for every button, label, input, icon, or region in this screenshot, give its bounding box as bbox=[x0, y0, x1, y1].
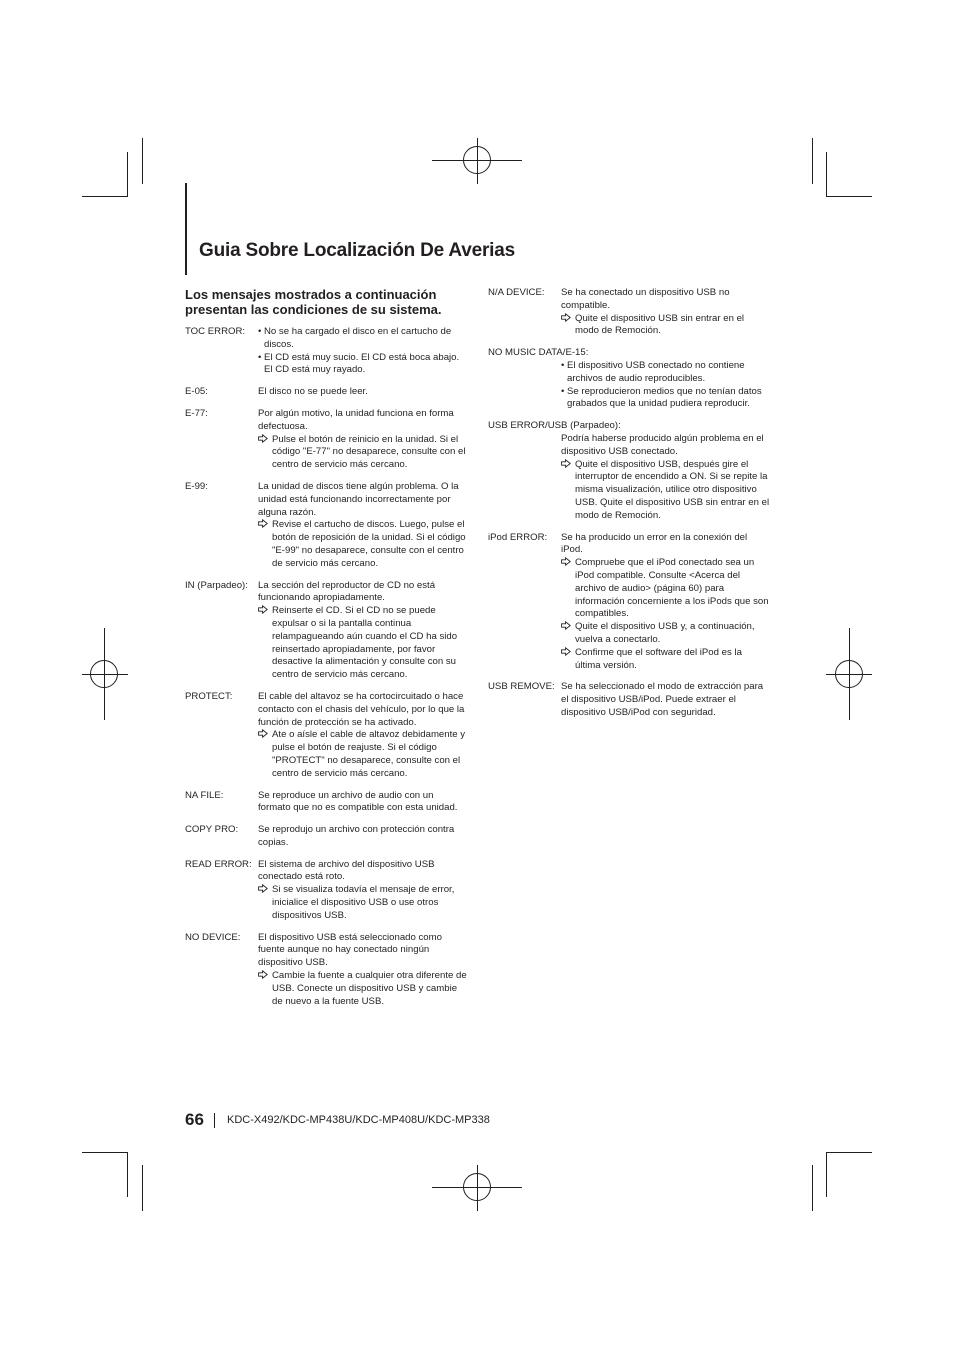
bullet-item: • No se ha cargado el disco en el cartucho de discos. bbox=[258, 326, 467, 352]
message-entry bbox=[488, 420, 770, 522]
message-code: USB REMOVE: bbox=[488, 681, 555, 693]
message-code: READ ERROR: bbox=[185, 858, 252, 870]
remedy-item bbox=[561, 621, 770, 647]
message-entry bbox=[185, 859, 467, 923]
message-description bbox=[258, 691, 467, 781]
description-text: El cable del altavoz se ha cortocircuitado o hace contacto con el chasis del vehículo, por lo que la función de protección se ha activado. bbox=[258, 690, 465, 728]
message-code: NO DEVICE: bbox=[185, 931, 241, 943]
message-code: USB ERROR/USB (Parpadeo): bbox=[488, 420, 621, 432]
remedy-text: Si se visualiza todavía el mensaje de error, inicialice el dispositivo USB o use otros dispositivos USB. bbox=[272, 884, 455, 921]
crop-mark bbox=[82, 196, 128, 197]
title-rule bbox=[185, 183, 187, 275]
crop-mark bbox=[826, 196, 872, 197]
message-code: E-77: bbox=[185, 407, 208, 419]
arrow-right-outline-icon bbox=[561, 313, 571, 327]
remedy-item bbox=[258, 729, 467, 780]
description-text: El dispositivo USB está seleccionado como fuente aunque no hay conectado ningún dispositivo USB. bbox=[258, 931, 442, 969]
description-text: Se ha seleccionado el modo de extracción para el dispositivo USB/iPod. Puede extraer el dispositivo USB/iPod con seguridad. bbox=[561, 681, 764, 718]
message-entry bbox=[488, 681, 770, 719]
crop-mark bbox=[812, 138, 813, 184]
page-title: Guia Sobre Localización De Averias bbox=[199, 240, 515, 261]
remedy-text: Cambie la fuente a cualquier otra diferente de USB. Conecte un dispositivo USB y cambie de nuevo a la fuente USB. bbox=[272, 970, 467, 1007]
remedy-text: Quite el dispositivo USB y, a continuación, vuelva a conectarlo. bbox=[575, 621, 755, 645]
remedy-text: Compruebe que el iPod conectado sea un iPod compatible. Consulte <Acerca del archivo de audio> (página 60) para información concerniente a los iPods que son compatibles. bbox=[575, 557, 769, 620]
message-description bbox=[258, 481, 467, 571]
remedy-text: Quite el dispositivo USB, después gire el interruptor de encendido a ON. Si se repite la misma visualización, utilice otro dispositivo USB. Quite el dispositivo USB sin entrar en el modo de Remoción. bbox=[575, 458, 770, 521]
intro-heading: Los mensajes mostrados a continuación presentan las condiciones de su sistema. bbox=[185, 287, 442, 317]
description-text: Podría haberse producido algún problema en el dispositivo USB conectado. bbox=[561, 432, 764, 457]
arrow-right-outline-icon bbox=[258, 729, 268, 743]
remedy-text: Ate o aísle el cable de altavoz debidamente y pulse el botón de reajuste. Si el código "PROTECT" no desaparece, consulte con el centro de servicio más cercano. bbox=[272, 729, 466, 779]
message-entry bbox=[185, 386, 467, 399]
left-entries bbox=[185, 326, 467, 1008]
message-code: E-05: bbox=[185, 386, 208, 398]
message-description bbox=[258, 859, 467, 923]
message-code: COPY PRO: bbox=[185, 824, 239, 836]
remedy-text: Revise el cartucho de discos. Luego, pulse el botón de reposición de la unidad. Si el código "E-99" no desaparece, consulte con el centro de servicio más cercano. bbox=[272, 519, 466, 569]
arrow-right-outline-icon bbox=[561, 621, 571, 635]
crop-mark bbox=[82, 1152, 128, 1153]
bullet-item: • El CD está muy sucio. El CD está boca abajo. El CD está muy rayado. bbox=[258, 352, 467, 378]
message-code: IN (Parpadeo): bbox=[185, 579, 248, 591]
message-description bbox=[258, 386, 467, 399]
message-code: iPod ERROR: bbox=[488, 531, 548, 543]
description-text: Se reprodujo un archivo con protección contra copias. bbox=[258, 824, 455, 848]
registration-mark bbox=[463, 1173, 491, 1201]
message-description bbox=[561, 360, 770, 411]
description-text: El sistema de archivo del dispositivo USB conectado está roto. bbox=[258, 858, 435, 883]
left-column bbox=[185, 287, 467, 1017]
description-text: Se reproduce un archivo de audio con un formato que no es compatible con esta unidad. bbox=[258, 789, 458, 814]
remedy-item bbox=[258, 519, 467, 570]
message-entry bbox=[185, 691, 467, 781]
arrow-right-outline-icon bbox=[561, 459, 571, 473]
remedy-text: Pulse el botón de reinicio en la unidad. Si el código "E-77" no desaparece, consulte con el centro de servicio más cercano. bbox=[272, 433, 466, 471]
description-text: La sección del reproductor de CD no está funcionando apropiadamente. bbox=[258, 579, 436, 604]
message-entry bbox=[185, 580, 467, 682]
message-code: NA FILE: bbox=[185, 789, 224, 801]
remedy-item bbox=[561, 647, 770, 673]
bullet-item: • El dispositivo USB conectado no contiene archivos de audio reproducibles. bbox=[561, 360, 770, 386]
footer-divider bbox=[214, 1113, 215, 1128]
right-column bbox=[488, 287, 770, 729]
crop-mark bbox=[142, 138, 143, 184]
message-entry bbox=[185, 481, 467, 571]
message-entry bbox=[488, 287, 770, 338]
message-entry bbox=[185, 790, 467, 816]
remedy-item bbox=[561, 313, 770, 339]
message-entry bbox=[488, 347, 770, 411]
message-description bbox=[561, 433, 770, 523]
arrow-right-outline-icon bbox=[258, 434, 268, 448]
crop-mark bbox=[826, 152, 827, 197]
crop-mark bbox=[142, 1165, 143, 1211]
remedy-item bbox=[258, 434, 467, 472]
crop-mark bbox=[826, 1152, 827, 1197]
message-description bbox=[258, 824, 467, 850]
remedy-item bbox=[258, 884, 467, 922]
bullet-item: • Se reproducieron medios que no tenían datos grabados que la unidad pudiera reproducir. bbox=[561, 386, 770, 412]
registration-mark bbox=[463, 146, 491, 174]
message-description bbox=[258, 408, 467, 472]
arrow-right-outline-icon bbox=[258, 970, 268, 984]
registration-mark bbox=[835, 660, 863, 688]
message-description bbox=[561, 681, 770, 719]
arrow-right-outline-icon bbox=[258, 605, 268, 619]
crop-mark bbox=[127, 152, 128, 197]
remedy-item bbox=[258, 605, 467, 682]
page-number: 66 bbox=[185, 1110, 204, 1129]
message-entry bbox=[185, 932, 467, 1009]
remedy-item bbox=[258, 970, 467, 1008]
message-code: PROTECT: bbox=[185, 690, 233, 702]
arrow-right-outline-icon bbox=[561, 647, 571, 661]
message-code: TOC ERROR: bbox=[185, 326, 246, 337]
message-entry bbox=[488, 532, 770, 673]
remedy-text: Reinserte el CD. Si el CD no se puede expulsar o si la pantalla continua relampagueando aún cuando el CD ha sido reinsertado apropiadamente, por favor desactive la alimentación y consulte con su centro de servicio más cercano. bbox=[272, 605, 458, 681]
arrow-right-outline-icon bbox=[258, 884, 268, 898]
crop-mark bbox=[127, 1152, 128, 1197]
description-text: Por algún motivo, la unidad funciona en forma defectuosa. bbox=[258, 407, 454, 432]
right-entries bbox=[488, 287, 770, 720]
message-description bbox=[258, 580, 467, 682]
message-description bbox=[258, 790, 467, 816]
remedy-text: Quite el dispositivo USB sin entrar en el modo de Remoción. bbox=[575, 312, 745, 337]
message-code: E-99: bbox=[185, 480, 208, 492]
message-entry bbox=[185, 824, 467, 850]
description-text: La unidad de discos tiene algún problema. O la unidad está funcionando incorrectamente por alguna razón. bbox=[258, 480, 459, 518]
message-description bbox=[561, 287, 770, 338]
remedy-item bbox=[561, 557, 770, 621]
message-description bbox=[258, 326, 467, 377]
message-code: N/A DEVICE: bbox=[488, 287, 545, 298]
message-description bbox=[561, 532, 770, 673]
message-description bbox=[258, 932, 467, 1009]
crop-mark bbox=[826, 1152, 872, 1153]
remedy-item bbox=[561, 459, 770, 523]
remedy-text: Confirme que el software del iPod es la última versión. bbox=[575, 646, 742, 671]
arrow-right-outline-icon bbox=[258, 519, 268, 533]
description-text: Se ha producido un error en la conexión del iPod. bbox=[561, 531, 748, 556]
description-text: El disco no se puede leer. bbox=[258, 386, 368, 398]
description-text: Se ha conectado un dispositivo USB no compatible. bbox=[561, 287, 730, 311]
model-number: KDC-X492/KDC-MP438U/KDC-MP408U/KDC-MP338 bbox=[227, 1114, 490, 1126]
crop-mark bbox=[812, 1165, 813, 1211]
message-code: NO MUSIC DATA/E-15: bbox=[488, 347, 589, 359]
arrow-right-outline-icon bbox=[561, 557, 571, 571]
message-entry bbox=[185, 408, 467, 472]
registration-mark bbox=[90, 660, 118, 688]
message-entry bbox=[185, 326, 467, 377]
